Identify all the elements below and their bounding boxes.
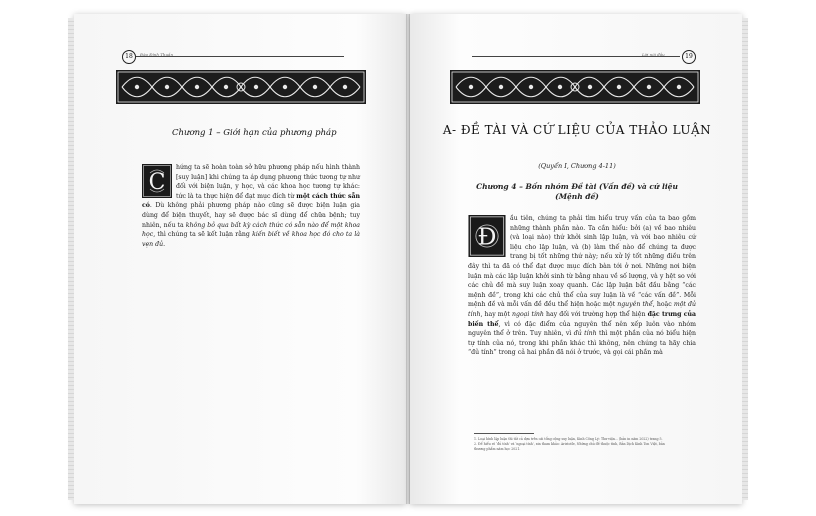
dropcap-letter-right: Đ [477,222,497,251]
dropcap-letter-left: C [148,170,166,195]
dropcap-d-ornament [468,215,506,257]
left-running-head: Đào Đình Thuần [140,52,174,57]
left-paragraph: hứng ta sẽ hoàn toàn sở hữu phương pháp nếu hình thành [suy luận] khi chúng ta áp dụng phương thức tương tự như đối với biện luận, y học, và các khoa học tương tự khác: tức là ta thực hiện để đạt mục đích từ một cách thức sẵn có. Dù không phải phương pháp nào cũng sẽ được biện luận gia dùng để biện thuyết, hay sẽ được bác sĩ dùng để chữa bệnh; tuy nhiên, nếu ta không bỏ qua bất kỳ cách thức có sẵn nào để một khoa học, thì chúng ta sẽ kết luận rằng kiến biết về khoa học đó cho ta là vẹn đủ. [142,164,360,248]
left-head-rule [136,56,344,57]
left-page-number: 18 [122,50,136,64]
right-running-head: Lời nói đầu [642,52,665,57]
section-subtitle: (Quyển I, Chương 4-11) [538,162,616,170]
right-paragraph: ầu tiên, chúng ta phải tìm hiểu truy vấn của ta bao gồm những thành phần nào. Ta cần hiểu: bởi (a) về bao nhiêu (và loại nào) thứ khởi sinh lập luận, và với bao nhiêu cứ liệu cho lập luận, và (b) làm thế nào để chúng ta được trang bị tốt những thứ này; nếu xử lý tốt những điều trên đây thì ta đã có thể đạt được mục đích bàn tới ở nơi. Những nơi biện luận mà các lập luận khởi sinh từ bằng nhau về số lượng, và y hệt so với các chủ đề mà suy luận xoay quanh. Các lập luận bắt đầu bằng “các mệnh đề”, trong khi các chủ thể của suy luận là về “các vấn đề”. Mỗi mệnh đề và mỗi vấn đề đều thể hiện hoặc một nguyên thể, hoặc một đủ tính, hay một ngoại tính hay đối với trường hợp thể hiện đặc trưng của biến thể, vì có đặc điểm của nguyên thể nên xếp luôn vào nhóm nguyên thể ở trên. Tuy nhiên, vì đủ tính thì một phần của nó biểu hiện tự tính của nó, trong khi phần khác thì không, nên chúng ta hãy chia “đủ tính” trong cả hai phần đã nói ở trước, và gọi cái phần mà [468,215,697,357]
footnote-1: 1. Loại hình lập luận thì tất cả dựa trên cái tổng cộng suy luận, Kinh Công Lý: Thư viện... (bản in năm 2022) trang 5. [474,437,663,441]
section-title: A- ĐỀ TÀI VÀ CỨ LIỆU CỦA THẢO LUẬN [442,123,712,137]
left-chapter-title: Chương 1 – Giới hạn của phương pháp [172,128,337,138]
right-chapter-title: Chương 4 – Bốn nhóm Đề tài (Vấn đề) và cứ liệu (Mệnh đề) [476,182,678,201]
right-body-text [468,214,696,358]
footnote-2: 2. Để hiểu rõ ‘đủ tính’ và ‘ngoại tính’, xin tham khảo: Aristotle, Những chủ đề thuộc tính, Bản Dịch Kinh Ton Việt, bản thương phẩm năm học 2021. [474,442,665,451]
footnotes [474,437,674,452]
ornament-banner-right [450,70,700,104]
ornament-banner-left [116,70,366,104]
page-edge-left [68,18,74,500]
right-head-rule [472,56,680,57]
left-page [74,14,406,504]
dropcap-c-ornament [142,164,172,198]
book-spread [74,14,742,504]
footnote-rule [474,433,534,434]
left-body-text [142,163,360,249]
right-page [410,14,742,504]
right-page-number: 19 [682,50,696,64]
page-edge-right [742,18,748,500]
